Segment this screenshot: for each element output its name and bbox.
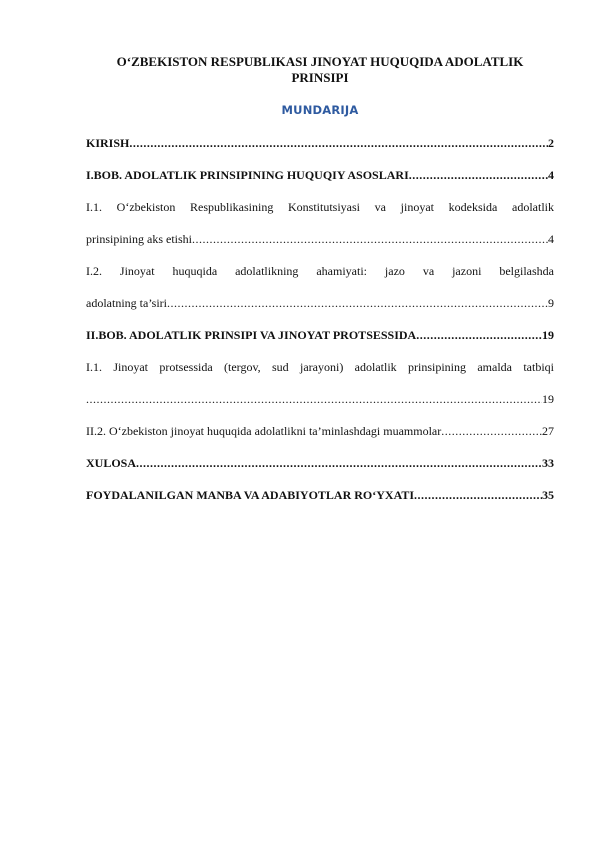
toc-dot-leader: [441, 419, 542, 443]
toc-dot-leader: [86, 387, 542, 411]
table-of-contents: [86, 131, 554, 507]
toc-entry-s12-line2[interactable]: [86, 291, 554, 315]
toc-entry-kirish[interactable]: [86, 131, 554, 155]
toc-entry-xulosa[interactable]: [86, 451, 554, 475]
toc-entry-s22[interactable]: [86, 419, 554, 443]
toc-dot-leader: [167, 291, 548, 315]
toc-page-number: 19: [542, 328, 554, 342]
toc-page-number: 27: [542, 424, 554, 438]
toc-page-number: 4: [548, 168, 554, 182]
toc-dot-leader: [414, 483, 542, 507]
document-title: [86, 54, 554, 86]
toc-entry-s11-line1[interactable]: I.1. O‘zbekiston Respublikasining Konstitutsiyasi va jinoyat kodeksida adolatlik: [86, 200, 554, 214]
toc-entry-manba[interactable]: [86, 483, 554, 507]
document-title-line-2: PRINSIPI: [291, 70, 349, 85]
toc-page-number: 9: [548, 296, 554, 310]
toc-entry-s12-line1[interactable]: I.2. Jinoyat huquqida adolatlikning ahamiyati: jazo va jazoni belgilashda: [86, 264, 554, 278]
toc-entry-bob2[interactable]: [86, 323, 554, 347]
toc-entry-text: prinsipining aks etishi: [86, 232, 192, 246]
toc-entry-text: II.2. O‘zbekiston jinoyat huquqida adolatlikni ta’minlashdagi muammolar: [86, 424, 442, 438]
toc-entry-text: XULOSA: [86, 456, 137, 470]
toc-entry-text: I.BOB. ADOLATLIK PRINSIPINING HUQUQIY ASOSLARI: [86, 168, 409, 182]
toc-page-number: 2: [548, 136, 554, 150]
toc-entry-text: II.BOB. ADOLATLIK PRINSIPI VA JINOYAT PROTSESSIDA: [86, 328, 417, 342]
document-title-line-1: O‘ZBEKISTON RESPUBLIKASI JINOYAT HUQUQIDA ADOLATLIK: [116, 54, 524, 69]
toc-entry-s11-line2[interactable]: [86, 227, 554, 251]
toc-entry-text: FOYDALANILGAN MANBA VA ADABIYOTLAR RO‘YXATI: [86, 488, 415, 502]
toc-page-number: 19: [542, 392, 554, 406]
toc-dot-leader: [129, 131, 548, 155]
toc-page-number: 4: [548, 232, 554, 246]
toc-entry-bob1[interactable]: [86, 163, 554, 187]
toc-page-number: 35: [542, 488, 554, 502]
toc-dot-leader: [192, 227, 548, 251]
toc-page-number: 33: [542, 456, 554, 470]
toc-dot-leader: [136, 451, 542, 475]
toc-entry-s21-line2[interactable]: [86, 387, 554, 411]
toc-entry-text: KIRISH: [86, 136, 130, 150]
toc-heading: MUNDARIJA: [281, 103, 359, 117]
toc-entry-s21-line1[interactable]: I.1. Jinoyat protsessida (tergov, sud jarayoni) adolatlik prinsipining amalda tatbiqi: [86, 360, 554, 374]
toc-dot-leader: [416, 323, 542, 347]
toc-dot-leader: [409, 163, 548, 187]
toc-entry-text: adolatning ta’siri: [86, 296, 167, 310]
